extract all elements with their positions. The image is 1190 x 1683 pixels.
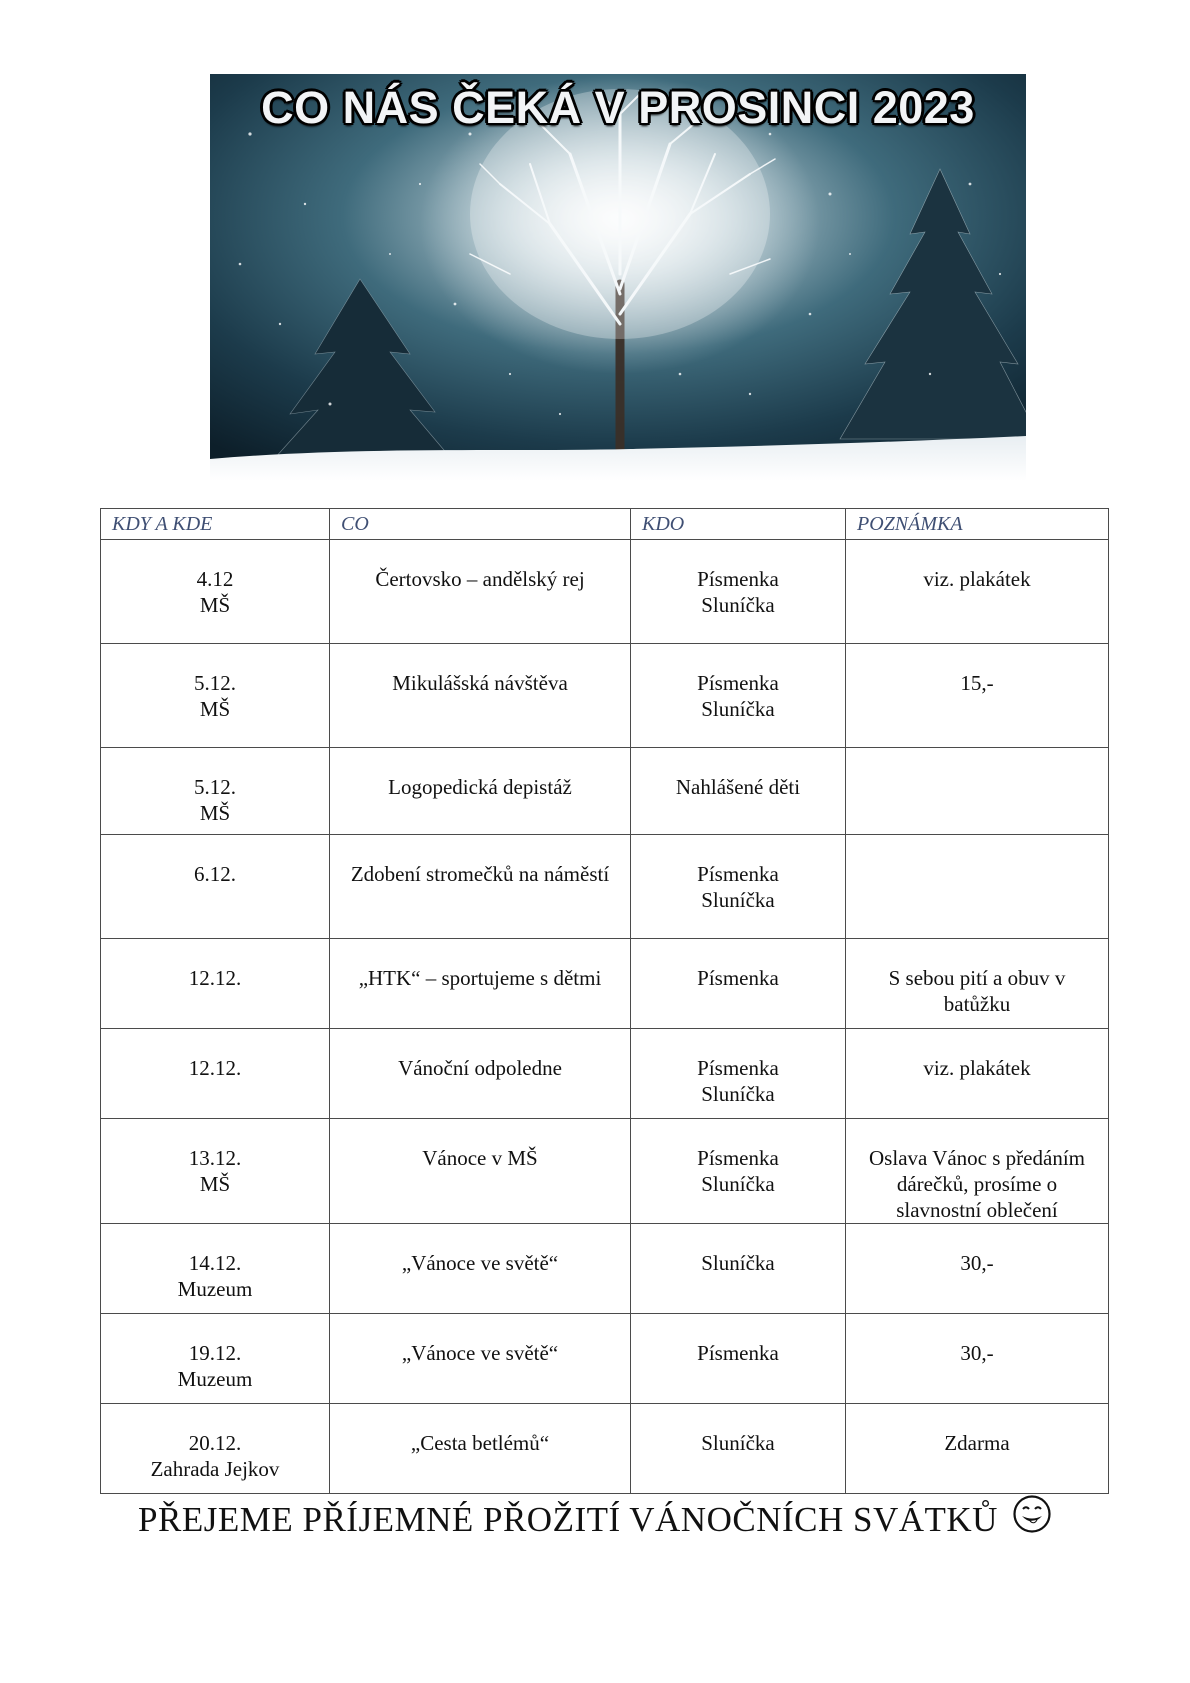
table-row	[101, 939, 1109, 1029]
winter-night-illustration	[210, 74, 1026, 481]
table-header-row	[101, 509, 1109, 540]
cell-what: Vánoce v MŠ	[422, 1146, 538, 1170]
schedule-table	[100, 508, 1109, 1494]
closing-greeting	[0, 1500, 1190, 1543]
table-row	[101, 1314, 1109, 1404]
cell-note	[846, 835, 1108, 861]
cell-who: Písmenka Sluníčka	[697, 671, 779, 721]
cell-what: Zdobení stromečků na náměstí	[350, 862, 610, 886]
column-header-when-where: KDY A KDE	[101, 509, 330, 540]
table-row	[101, 835, 1109, 939]
cell-who: Písmenka Sluníčka	[697, 1056, 779, 1106]
smiley-face-icon	[1012, 1494, 1052, 1543]
cell-who: Nahlášené děti	[675, 775, 801, 799]
cell-when: 12.12.	[188, 966, 242, 990]
cell-what: Mikulášská návštěva	[392, 671, 568, 695]
cell-what: Vánoční odpoledne	[398, 1056, 562, 1080]
cell-note: viz. plakátek	[923, 567, 1031, 591]
table-row	[101, 1224, 1109, 1314]
cell-when: 5.12. MŠ	[194, 775, 236, 825]
cell-when: 20.12. Zahrada Jejkov	[150, 1431, 280, 1481]
column-header-what: CO	[330, 509, 631, 540]
cell-what: Logopedická depistáž	[388, 775, 572, 799]
cell-when: 5.12. MŠ	[194, 671, 236, 721]
table-row	[101, 748, 1109, 835]
cell-note: 15,-	[960, 671, 994, 695]
cell-what: „HTK“ – sportujeme s dětmi	[358, 966, 602, 990]
cell-when: 12.12.	[188, 1056, 242, 1080]
cell-when: 14.12. Muzeum	[177, 1251, 253, 1301]
cell-what: „Vánoce ve světě“	[401, 1341, 559, 1365]
table-row	[101, 1029, 1109, 1119]
cell-what: „Cesta betlémů“	[410, 1431, 550, 1455]
table-row	[101, 540, 1109, 644]
cell-what: Čertovsko – andělský rej	[375, 567, 585, 591]
cell-when: 4.12 MŠ	[196, 567, 234, 617]
cell-who: Písmenka	[697, 966, 779, 990]
cell-what: „Vánoce ve světě“	[401, 1251, 559, 1275]
table-row	[101, 1119, 1109, 1224]
cell-who: Písmenka Sluníčka	[697, 567, 779, 617]
cell-who: Písmenka	[697, 1341, 779, 1365]
cell-note: viz. plakátek	[923, 1056, 1031, 1080]
table-row	[101, 1404, 1109, 1494]
cell-who: Sluníčka	[701, 1251, 775, 1275]
cell-note: S sebou pití a obuv v batůžku	[888, 966, 1066, 1016]
cell-note: 30,-	[960, 1251, 994, 1275]
cell-note: Zdarma	[944, 1431, 1010, 1455]
column-header-who: KDO	[631, 509, 846, 540]
column-header-note: POZNÁMKA	[846, 509, 1109, 540]
cell-note	[846, 748, 1108, 774]
cell-when: 6.12.	[194, 862, 236, 886]
table-row	[101, 644, 1109, 748]
banner-title: CO NÁS ČEKÁ V PROSINCI 2023	[261, 82, 975, 133]
cell-note: 30,-	[960, 1341, 994, 1365]
cell-who: Písmenka Sluníčka	[697, 862, 779, 912]
banner-image	[210, 74, 1026, 481]
cell-who: Písmenka Sluníčka	[697, 1146, 779, 1196]
cell-when: 13.12. MŠ	[188, 1146, 242, 1196]
cell-when: 19.12. Muzeum	[177, 1341, 253, 1391]
cell-who: Sluníčka	[701, 1431, 775, 1455]
closing-text: PŘEJEME PŘÍJEMNÉ PŘOŽITÍ VÁNOČNÍCH SVÁTKŮ	[138, 1500, 998, 1539]
cell-note: Oslava Vánoc s předáním dárečků, prosíme o slavnostní oblečení	[869, 1146, 1085, 1222]
